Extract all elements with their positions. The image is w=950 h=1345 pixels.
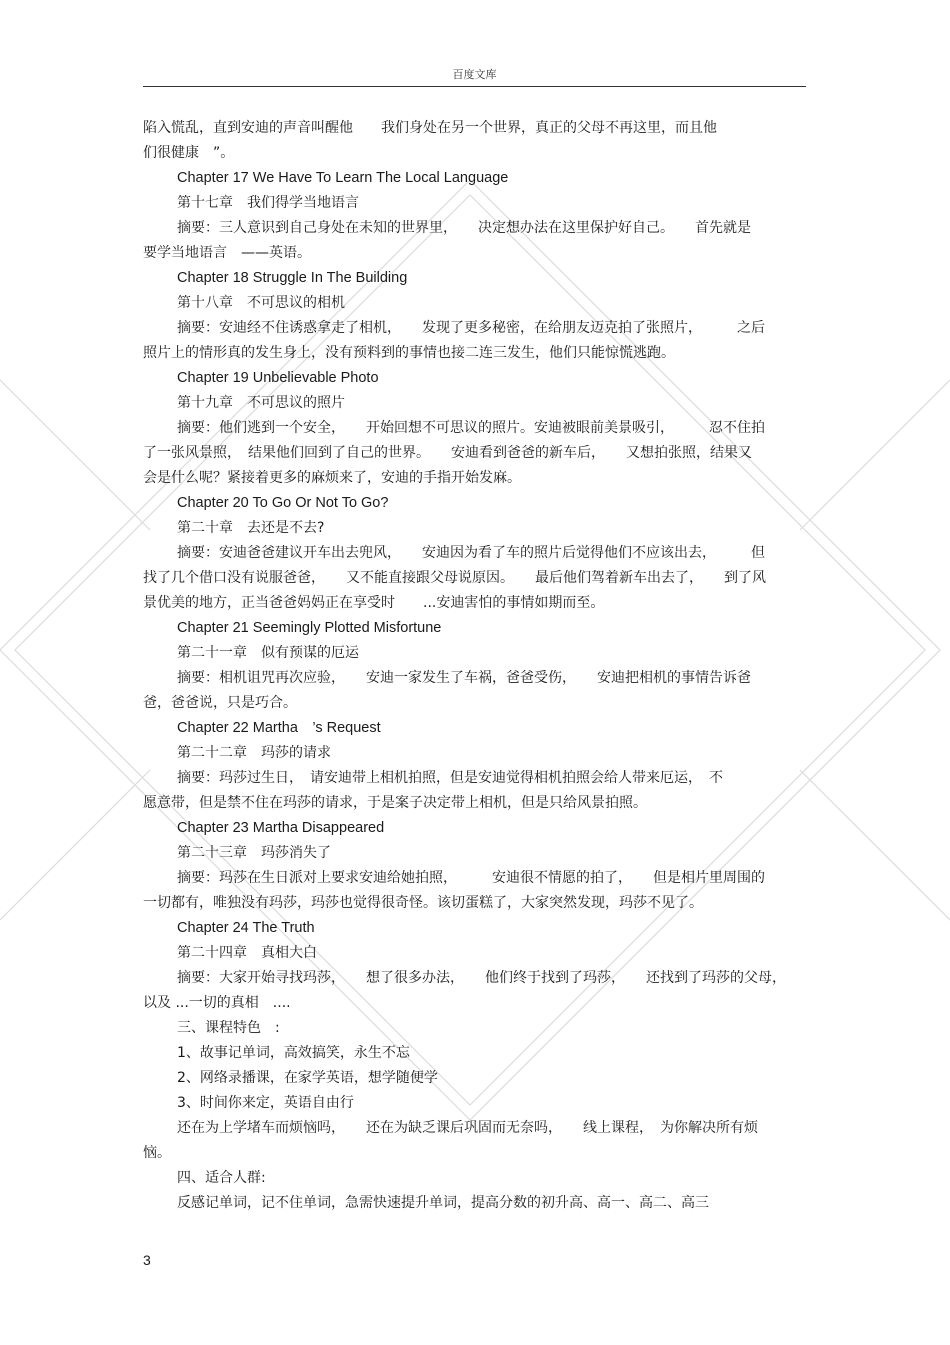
list-item: 2、网络录播课，在家学英语，想学随便学 [177,1070,438,1086]
document-body [143,116,805,1216]
chapter-heading: 第二十二章 玛莎的请求 [177,745,331,761]
page-number: 3 [143,1252,151,1268]
summary-line: 以及 ...一切的真相 .... [143,995,291,1011]
chapter-title: Chapter 18 Struggle In The Building [177,270,408,286]
chapter-heading: 第十八章 不可思议的相机 [177,295,345,311]
summary-line: 摘要：玛莎过生日， 请安迪带上相机拍照，但是安迪觉得相机拍照会给人带来厄运， 不 [177,770,723,786]
summary-line: 爸，爸爸说，只是巧合。 [143,695,297,711]
summary-line: 照片上的情形真的发生身上，没有预料到的事情也接二连三发生，他们只能惊慌逃跑。 [143,345,675,361]
chapter-heading: 第二十章 去还是不去? [177,520,325,536]
chapter-heading: 第十七章 我们得学当地语言 [177,195,359,211]
chapter-title: Chapter 17 We Have To Learn The Local Language [177,170,509,186]
chapter-heading: 第二十三章 玛莎消失了 [177,845,331,861]
summary-line: 会是什么呢？紧接着更多的麻烦来了，安迪的手指开始发麻。 [143,470,521,486]
summary-line: 摘要：安迪爸爸建议开车出去兜风， 安迪因为看了车的照片后觉得他们不应该出去， 但 [177,545,765,561]
chapter-heading: 第二十一章 似有预谋的厄运 [177,645,359,661]
header-divider [143,86,806,87]
chapter-title: Chapter 23 Martha Disappeared [177,820,385,836]
summary-line: 一切都有，唯独没有玛莎，玛莎也觉得很奇怪。该切蛋糕了，大家突然发现，玛莎不见了。 [143,895,703,911]
chapter-title: Chapter 20 To Go Or Not To Go? [177,495,389,511]
paragraph-line: 反感记单词，记不住单词，急需快速提升单词，提高分数的初升高、高一、高二、高三 [177,1195,709,1211]
list-item: 1、故事记单词，高效搞笑，永生不忘 [177,1045,410,1061]
section-heading: 四、适合人群: [177,1170,266,1186]
chapter-title: Chapter 22 Martha ’s Request [177,720,381,736]
chapter-title: Chapter 19 Unbelievable Photo [177,370,379,386]
text-line: 们很健康 ”。 [143,145,235,161]
summary-line: 摘要：他们逃到一个安全， 开始回想不可思议的照片。安迪被眼前美景吸引， 忍不住拍 [177,420,765,436]
chapter-title: Chapter 21 Seemingly Plotted Misfortune [177,620,442,636]
chapter-title: Chapter 24 The Truth [177,920,315,936]
section-heading: 三、课程特色 : [177,1020,280,1036]
paragraph-line: 恼。 [143,1145,171,1161]
page-header: 百度文库 [452,68,497,81]
summary-line: 摘要：大家开始寻找玛莎， 想了很多办法， 他们终于找到了玛莎， 还找到了玛莎的父母， [177,970,786,986]
chapter-heading: 第十九章 不可思议的照片 [177,395,345,411]
summary-line: 了一张风景照， 结果他们回到了自己的世界。 安迪看到爸爸的新车后， 又想拍张照，结果又 [143,445,752,461]
summary-line: 摘要：三人意识到自己身处在未知的世界里， 决定想办法在这里保护好自己。 首先就是 [177,220,751,236]
list-item: 3、时间你来定，英语自由行 [177,1095,354,1111]
summary-line: 要学当地语言 ——英语。 [143,245,311,261]
summary-line: 找了几个借口没有说服爸爸， 又不能直接跟父母说原因。 最后他们驾着新车出去了， 到了风 [143,570,766,586]
chapter-heading: 第二十四章 真相大白 [177,945,317,961]
summary-line: 摘要：相机诅咒再次应验， 安迪一家发生了车祸，爸爸受伤， 安迪把相机的事情告诉爸 [177,670,751,686]
text-line: 陷入慌乱，直到安迪的声音叫醒他 我们身处在另一个世界，真正的父母不再这里，而且他 [143,120,717,136]
summary-line: 摘要：玛莎在生日派对上要求安迪给她拍照， 安迪很不情愿的拍了， 但是相片里周围的 [177,870,765,886]
summary-line: 愿意带，但是禁不住在玛莎的请求，于是案子决定带上相机，但是只给风景拍照。 [143,795,647,811]
summary-line: 景优美的地方，正当爸爸妈妈正在享受时 ...安迪害怕的事情如期而至。 [143,595,605,611]
summary-line: 摘要：安迪经不住诱惑拿走了相机， 发现了更多秘密，在给朋友迈克拍了张照片， 之后 [177,320,765,336]
paragraph-line: 还在为上学堵车而烦恼吗， 还在为缺乏课后巩固而无奈吗， 线上课程， 为你解决所有烦 [177,1120,758,1136]
